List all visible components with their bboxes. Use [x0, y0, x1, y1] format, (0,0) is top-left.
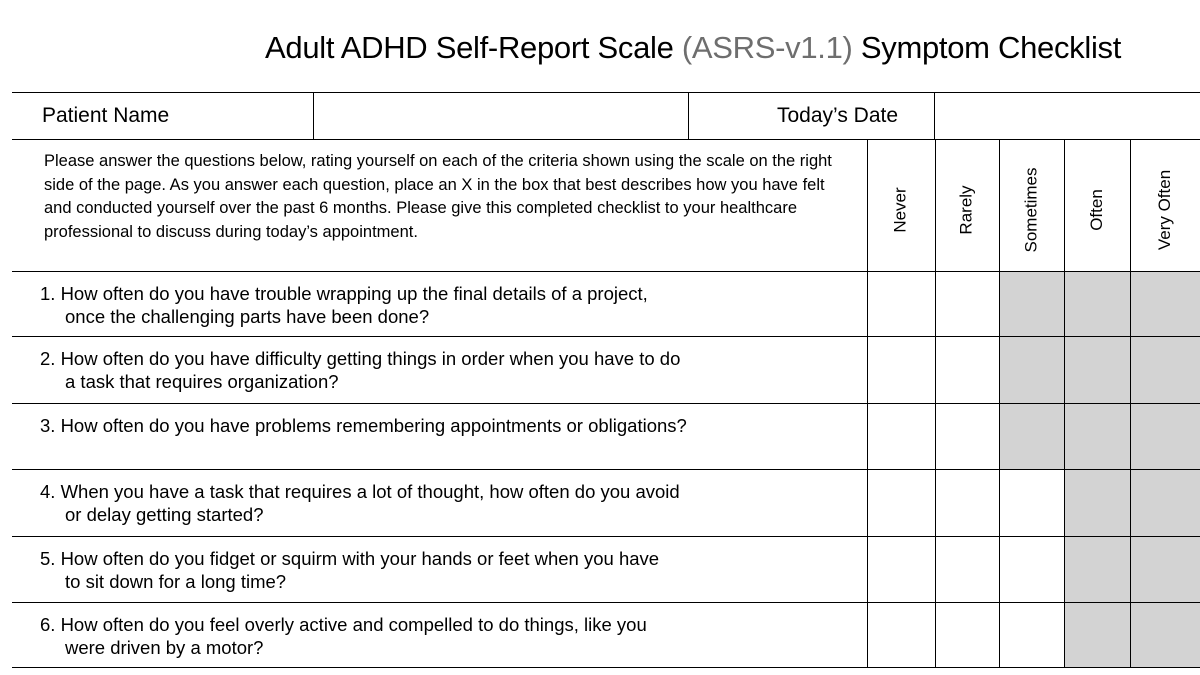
todays-date-field[interactable]	[935, 93, 1200, 139]
answer-box-rarely[interactable]	[936, 272, 999, 336]
answer-box-sometimes[interactable]	[1000, 272, 1064, 336]
scale-header-rarely: Rarely	[957, 185, 976, 235]
question-text	[40, 348, 840, 393]
question-line-continued: to sit down for a long time?	[65, 570, 287, 592]
answer-box-sometimes[interactable]	[1000, 603, 1064, 667]
scale-header-sometimes: Sometimes	[1021, 167, 1041, 253]
answer-box-often[interactable]	[1065, 537, 1130, 602]
answer-box-never[interactable]	[868, 537, 935, 602]
answer-box-sometimes[interactable]	[1000, 537, 1064, 602]
answer-box-rarely[interactable]	[936, 404, 999, 469]
answer-box-rarely[interactable]	[936, 603, 999, 667]
column-divider	[867, 139, 868, 667]
answer-box-often[interactable]	[1065, 337, 1130, 403]
question-text	[40, 548, 840, 593]
answer-box-never[interactable]	[868, 603, 935, 667]
answer-box-never[interactable]	[868, 470, 935, 536]
answer-box-often[interactable]	[1065, 404, 1130, 469]
answer-box-very-often[interactable]	[1131, 537, 1200, 602]
title-main: Adult ADHD Self-Report Scale	[265, 30, 682, 65]
answer-box-often[interactable]	[1065, 603, 1130, 667]
patient-name-label: Patient Name	[42, 104, 170, 127]
answer-box-often[interactable]	[1065, 272, 1130, 336]
answer-box-very-often[interactable]	[1131, 404, 1200, 469]
scale-header-often: Often	[1087, 189, 1106, 231]
question-text	[40, 614, 840, 659]
answer-box-very-often[interactable]	[1131, 603, 1200, 667]
answer-box-sometimes[interactable]	[1000, 337, 1064, 403]
question-line: 6. How often do you feel overly active and compelled to do things, like you	[40, 614, 647, 635]
answer-box-rarely[interactable]	[936, 337, 999, 403]
todays-date-label: Today’s Date	[777, 104, 899, 127]
answer-box-very-often[interactable]	[1131, 337, 1200, 403]
instructions-text: Please answer the questions below, rating yourself on each of the criteria shown using the scale on the right side of the page. As you answer each question, place an X in the box that best describes how you have felt and conducted yourself over the past 6 months. Please give this completed checklist to your healthcare professional to discuss during today’s appointment.	[44, 152, 832, 242]
question-text	[40, 415, 840, 438]
answer-box-very-often[interactable]	[1131, 272, 1200, 336]
answer-box-never[interactable]	[868, 272, 935, 336]
question-line-continued: a task that requires organization?	[65, 370, 339, 392]
divider	[688, 92, 689, 139]
title-version: (ASRS-v1.1)	[681, 30, 853, 65]
answer-box-rarely[interactable]	[936, 537, 999, 602]
column-divider	[999, 139, 1000, 667]
answer-box-sometimes[interactable]	[1000, 404, 1064, 469]
question-line-continued: or delay getting started?	[65, 503, 264, 525]
answer-box-sometimes[interactable]	[1000, 470, 1064, 536]
question-line: 2. How often do you have difficulty getting things in order when you have to do	[40, 348, 681, 369]
question-line: 5. How often do you fidget or squirm with your hands or feet when you have	[40, 548, 660, 569]
column-divider	[1130, 139, 1131, 667]
question-line: 1. How often do you have trouble wrapping up the final details of a project,	[40, 283, 648, 304]
answer-box-rarely[interactable]	[936, 470, 999, 536]
answer-box-never[interactable]	[868, 404, 935, 469]
column-divider	[935, 139, 936, 667]
answer-box-often[interactable]	[1065, 470, 1130, 536]
question-line-continued: were driven by a motor?	[65, 636, 264, 658]
answer-box-very-often[interactable]	[1131, 470, 1200, 536]
answer-box-never[interactable]	[868, 337, 935, 403]
question-text	[40, 481, 840, 526]
question-line-continued: once the challenging parts have been done?	[65, 305, 430, 327]
question-line: 4. When you have a task that requires a lot of thought, how often do you avoid	[40, 481, 680, 502]
column-divider	[1064, 139, 1065, 667]
question-line: 3. How often do you have problems remembering appointments or obligations?	[40, 415, 687, 436]
question-text	[40, 283, 840, 328]
row-border	[12, 667, 1200, 668]
patient-name-field[interactable]	[314, 93, 688, 139]
scale-header-very-often: Very Often	[1155, 169, 1175, 251]
page-title	[265, 30, 1121, 66]
scale-header-never: Never	[890, 187, 910, 233]
title-suffix: Symptom Checklist	[852, 30, 1122, 65]
